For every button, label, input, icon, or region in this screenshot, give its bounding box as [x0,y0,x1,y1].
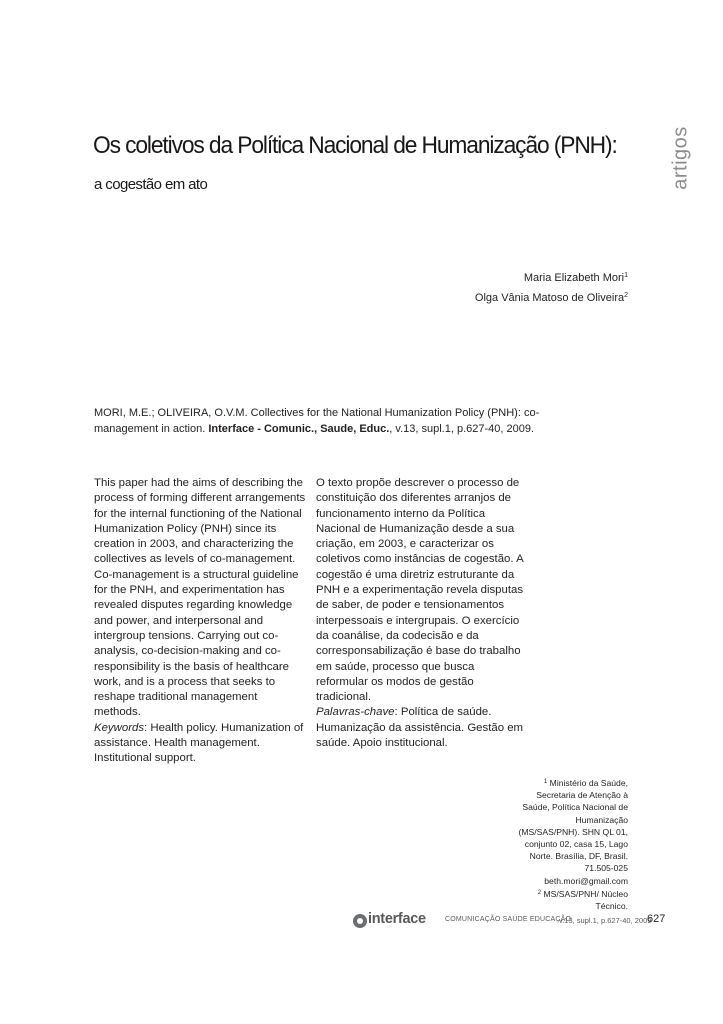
keywords-label: Palavras-chave [316,706,395,719]
footnote-text: Ministério da Saúde, Secretaria de Atenção à Saúde, Política Nacional de Humanização (MS/SAS/PNH). SHN QL 01, conjunto 02, casa 15, Lago Norte. Brasília, DF, Brasil. 71.505-025 beth.mori@gmail.com [518,778,628,886]
footnote-mark: 1 [543,779,548,785]
author-list [475,267,628,307]
keywords-label: Keywords [94,721,145,734]
journal-name: COMUNICAÇÃO SAÚDE EDUCAÇÃO [445,916,572,923]
section-label-text: artigos [669,126,692,190]
footnote-1 [518,776,628,887]
author-footnote-mark: 2 [624,292,628,299]
journal-logo: interface [368,911,426,927]
citation [94,406,544,437]
keywords-portuguese [316,705,526,751]
author-1 [475,267,628,287]
keywords-list: : Health policy. Humanization of assistance. Health management. Institutional support. [94,721,304,765]
abstract-portuguese [316,476,526,751]
abstract-portuguese-text: O texto propõe descrever o processo de constituição dos diferentes arranjos de funcionamento interno da Política Nacional de Humanização desde a sua criação, em 2003, e caracterizar os coletivos como instâncias de cogestão. A cogestão é uma diretriz estruturante da PNH e a experimentação revela disputas de saber, de poder e tensionamentos interpessoais e intergrupais. O exercício da coanálise, da codecisão e da corresponsabilização é base do trabalho em saúde, processo que busca reformular os modos de gestão tradicional. [316,477,524,704]
author-name: Maria Elizabeth Mori [523,272,625,284]
footnote-mark: 2 [537,889,542,896]
citation-suffix: , v.13, supl.1, p.627-40, 2009. [389,422,535,435]
citation-journal: Interface - Comunic., Saude, Educ. [208,422,390,435]
article-subtitle: a cogestão em ato [94,176,208,193]
author-footnote-mark: 1 [624,272,628,279]
footnote-text: MS/SAS/PNH/ Núcleo Técnico. [543,888,628,912]
author-2 [475,287,628,307]
author-footnotes [518,776,628,912]
abstract-english [94,476,306,767]
volume-info: v.13, supl.1, p.627-40, 2009 [559,916,652,925]
abstract-english-text: This paper had the aims of describing the process of forming different arrangements for the internal functioning of the National Humanization Policy (PNH) since its creation in 2003, and characterizing the collectives as levels of co-management. Co-management is a structural guideline for the PNH, and experimentation has revealed disputes regarding knowledge and power, and interpersonal and intergroup tensions. Carrying out co-analysis, co-decision-making and co-responsibility is the basis of healthcare work, and is a process that seeks to reshape traditional management methods. [94,477,306,719]
keywords-list: : Política de saúde. Humanização da assistência. Gestão em saúde. Apoio institucional. [316,706,524,750]
interface-logo-icon [353,914,367,928]
keywords-english [94,721,306,767]
page-number: 627 [647,913,666,925]
section-label [660,118,702,198]
author-name: Olga Vânia Matoso de Oliveira [474,292,625,304]
page-footer [0,909,723,935]
citation-prefix: MORI, M.E.; OLIVEIRA, O.V.M. Collectives for the National Humanization Policy (PNH): co-management in action. [94,407,540,435]
article-title: Os coletivos da Política Nacional de Humanização (PNH): [93,132,617,159]
